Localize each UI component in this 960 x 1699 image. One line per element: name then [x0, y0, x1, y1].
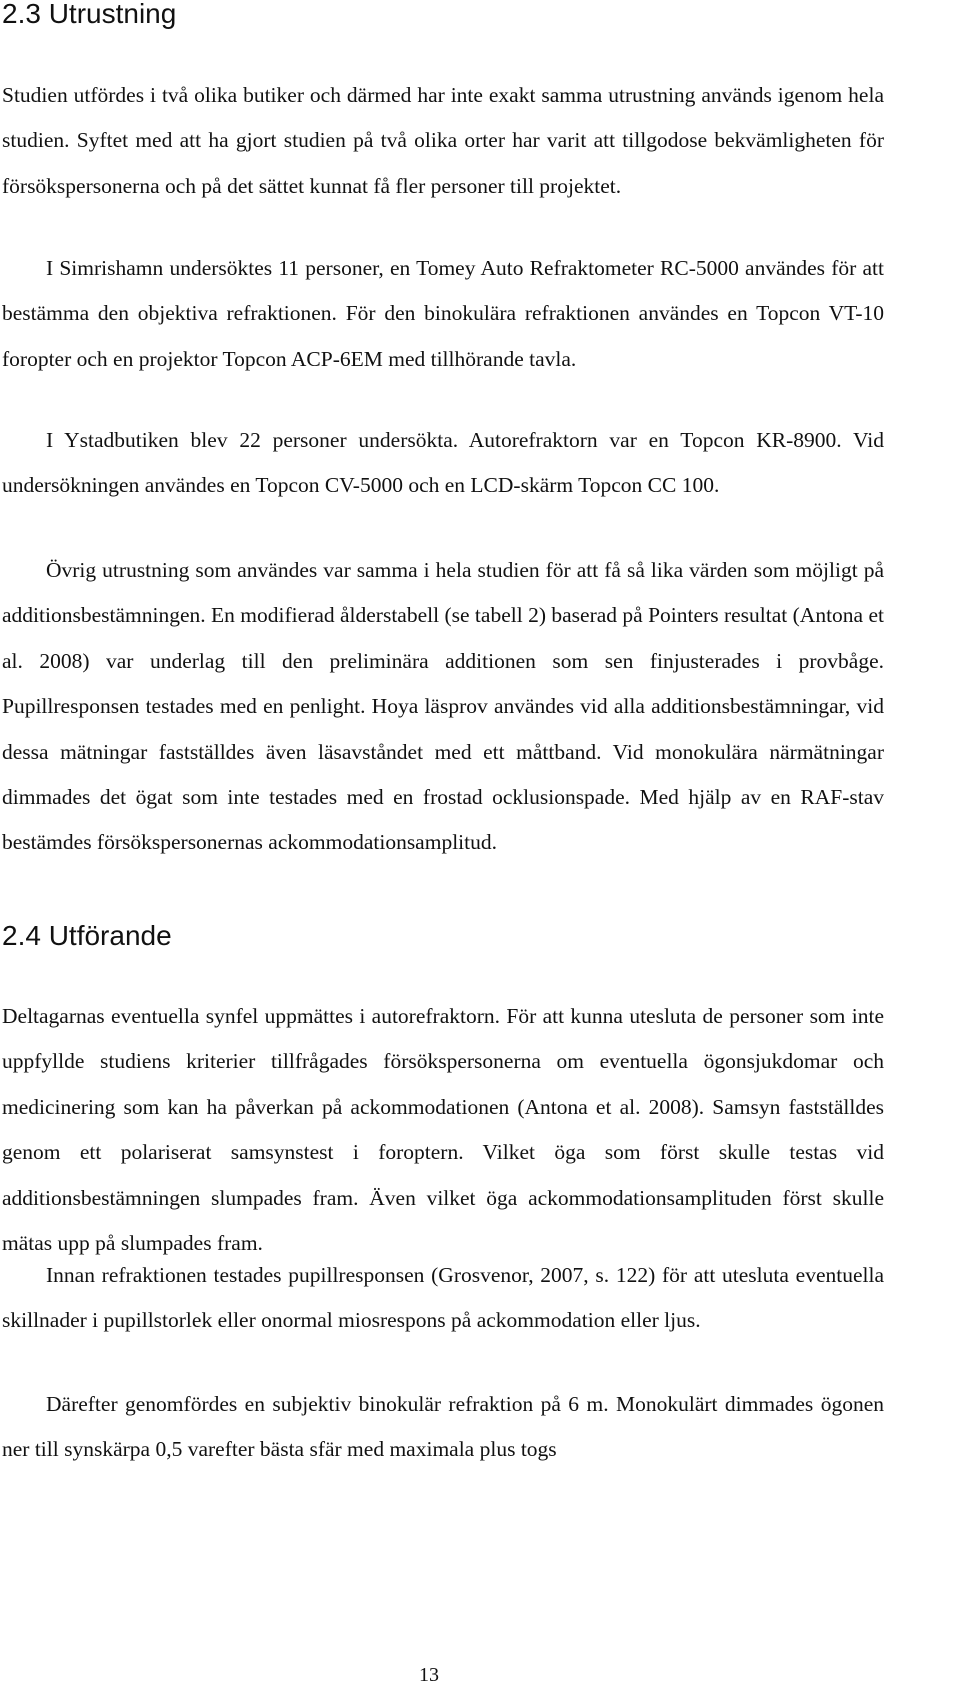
paragraph-innan-refraktionen: Innan refraktionen testades pupillresponsen (Grosvenor, 2007, s. 122) för att utesluta eventuella skillnader i pupillstorlek eller onormal miosrespons på ackommodation eller ljus. [2, 1263, 884, 1333]
paragraph-ovrig-utrustning: Övrig utrustning som användes var samma i hela studien för att få så lika värden som möjligt på additionsbestämningen. En modifierad ålderstabell (se tabell 2) baserad på Pointers resultat (Antona et al. 2008) var underlag till den preliminära additionen som sen finjusterades i provbåge. Pupillresponsen testades med en penlight. Hoya läsprov användes vid alla additionsbestämningar, vid dessa mätningar fastställdes även läsavståndet med ett måttband. Vid monokulära närmätningar dimmades det ögat som inte testades med en frostad ocklusionspade. Med hjälp av en RAF-stav bestämdes försökspersonernas ackommodationsamplitud. [2, 558, 884, 855]
paragraph-ystad: I Ystadbutiken blev 22 personer undersökta. Autorefraktorn var en Topcon KR-8900. Vid undersökningen användes en Topcon CV-5000 och en LCD-skärm Topcon CC 100. [2, 428, 884, 498]
page-number: 13 [419, 1664, 439, 1686]
paragraph-studien: Studien utfördes i två olika butiker och därmed har inte exakt samma utrustning används igenom hela studien. Syftet med att ha gjort studien på två olika orter har varit att tillgodose bekvämligheten för försökspersonerna och på det sättet kunnat få fler personer till projektet. [2, 83, 884, 198]
paragraph-simrishamn: I Simrishamn undersöktes 11 personer, en Tomey Auto Refraktometer RC-5000 användes för att bestämma den objektiva refraktionen. För den binokulära refraktionen användes en Topcon VT-10 foropter och en projektor Topcon ACP-6EM med tillhörande tavla. [2, 256, 884, 371]
paragraph-deltagarnas: Deltagarnas eventuella synfel uppmättes i autorefraktorn. För att kunna utesluta de personer som inte uppfyllde studiens kriterier tillfrågades försökspersonerna om eventuella ögonsjukdomar och medicinering som kan ha påverkan på ackommodationen (Antona et al. 2008). Samsyn fastställdes genom ett polariserat samsynstest i foroptern. Vilket öga som först skulle testas vid additionsbestämningen slumpades fram. Även vilket öga ackommodationsamplituden först skulle mätas upp på slumpades fram. [2, 1004, 884, 1256]
section-heading-utforande: 2.4 Utförande [2, 920, 172, 951]
section-heading-utrustning: 2.3 Utrustning [2, 0, 177, 29]
paragraph-darefter: Därefter genomfördes en subjektiv binokulär refraktion på 6 m. Monokulärt dimmades ögonen ner till synskärpa 0,5 varefter bästa sfär med maximala plus togs [2, 1392, 884, 1462]
